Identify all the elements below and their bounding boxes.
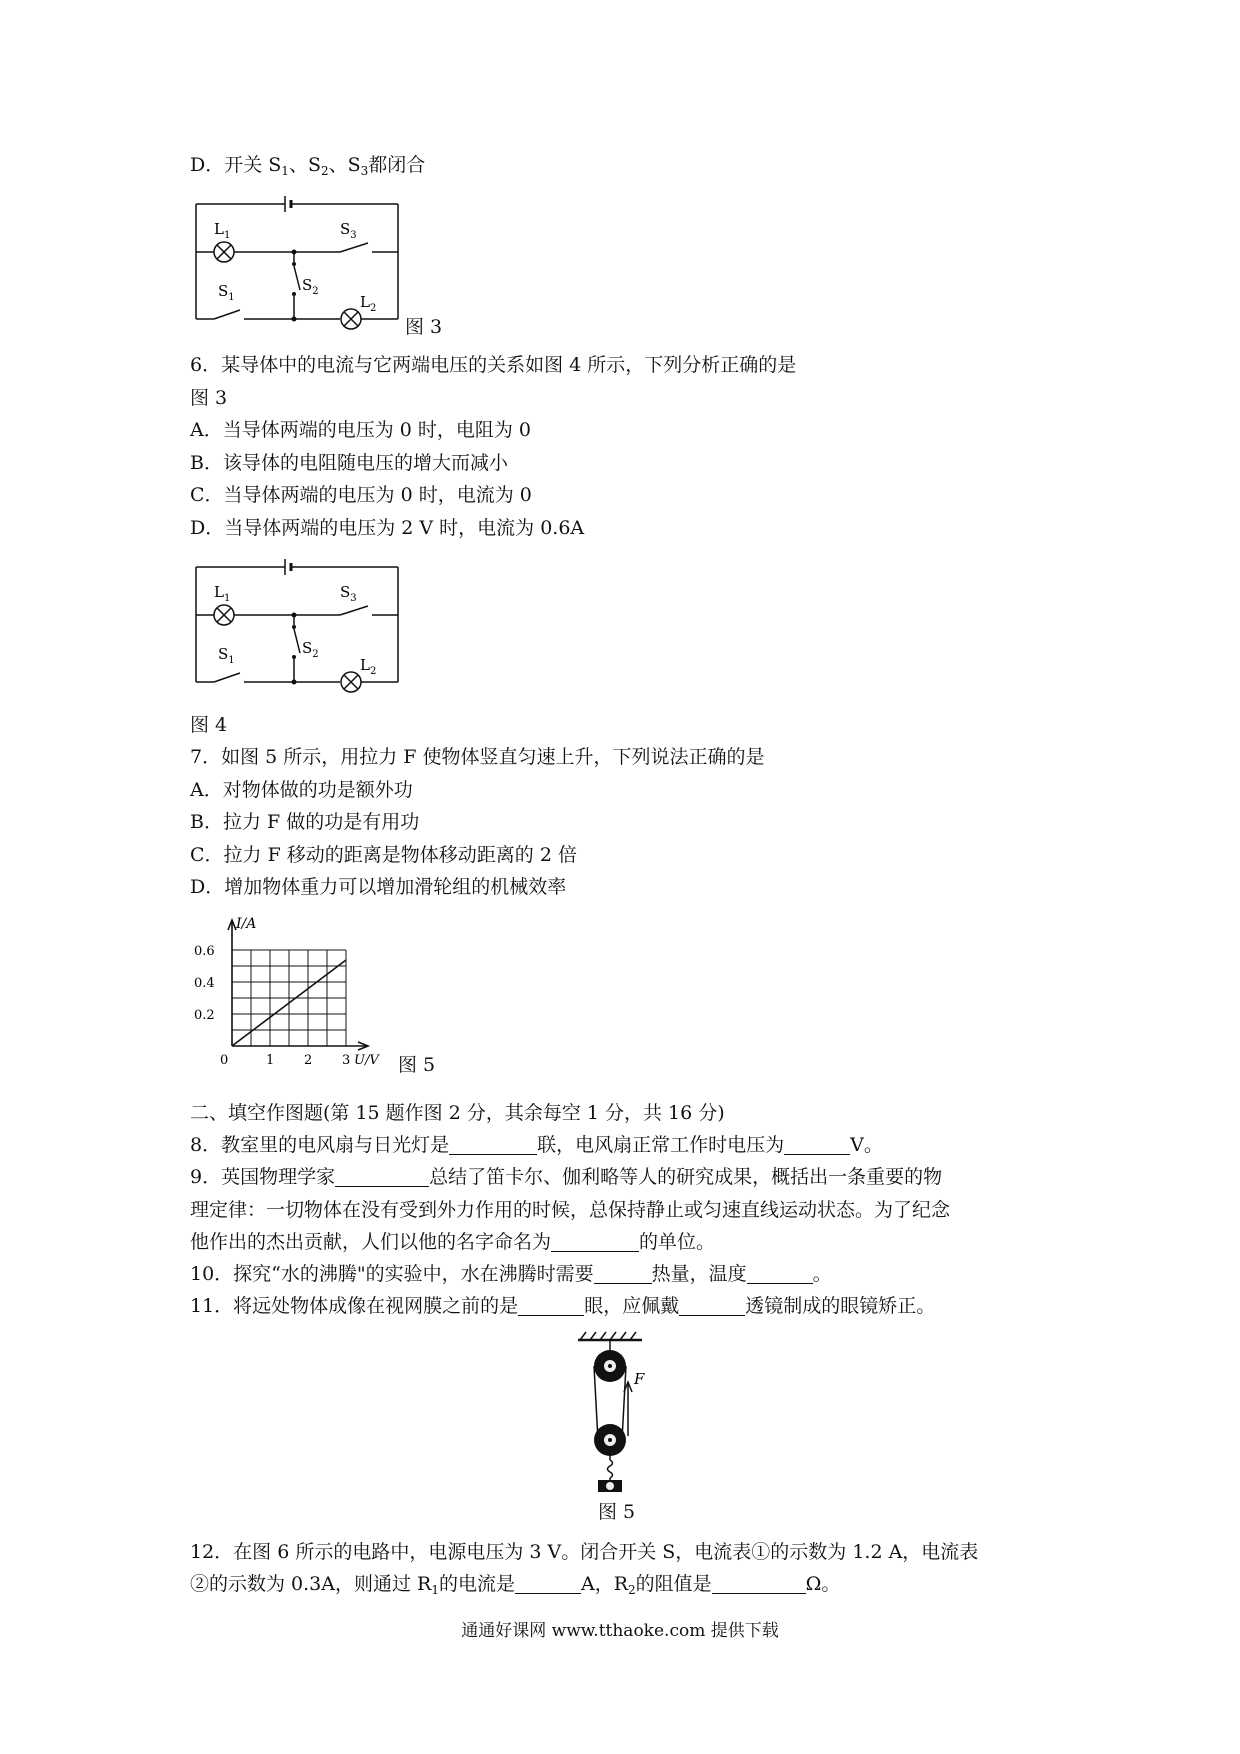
q7-stem: 7．如图 5 所示，用拉力 F 使物体竖直匀速上升，下列说法正确的是 — [190, 746, 765, 768]
answer-blank[interactable] — [515, 1573, 581, 1594]
circuit-diagram-fig4 — [190, 555, 405, 700]
svg-text:L2: $L_2$ — [360, 656, 377, 677]
q6-option-a: A．当导体两端的电压为 0 时，电阻为 0 — [190, 419, 532, 441]
circuit-diagram-fig3 — [190, 192, 405, 337]
svg-text:S1: $S_1$ — [218, 645, 235, 666]
q10: 10．探究“水的沸腾"的实验中，水在沸腾时需要 热量，温度 。 — [190, 1263, 832, 1285]
svg-text:S1: $S_1$ — [218, 282, 235, 303]
q6-option-d: D．当导体两端的电压为 2 V 时，电流为 0.6A — [190, 517, 585, 539]
q8: 8．教室里的电风扇与日光灯是 联，电风扇正常工作时电压为 V。 — [190, 1134, 883, 1156]
section2-heading: 二、填空作图题(第 15 题作图 2 分，其余每空 1 分，共 16 分) — [190, 1102, 725, 1124]
answer-blank[interactable] — [551, 1231, 639, 1252]
svg-text:1: 1 — [266, 1053, 275, 1068]
q7-option-a: A．对物体做的功是额外功 — [190, 779, 413, 801]
svg-text:2: 2 — [304, 1053, 313, 1068]
graph-caption: 图 5 — [398, 1054, 436, 1076]
fig4-caption: 图 4 — [190, 714, 228, 736]
answer-blank[interactable] — [679, 1295, 745, 1316]
q6-option-c: C．当导体两端的电压为 0 时，电流为 0 — [190, 484, 532, 506]
answer-blank[interactable] — [712, 1573, 806, 1594]
answer-blank[interactable] — [784, 1134, 850, 1155]
svg-text:I/A: I/A — [236, 916, 257, 932]
answer-blank[interactable] — [518, 1295, 584, 1316]
svg-text:0.4: 0.4 — [194, 976, 215, 991]
fig3-caption: 图 3 — [405, 316, 443, 338]
q6-stray-caption: 图 3 — [190, 387, 228, 409]
svg-text:F: F — [634, 1370, 645, 1388]
answer-blank[interactable] — [747, 1263, 813, 1284]
q7-option-c: C．拉力 F 移动的距离是物体移动距离的 2 倍 — [190, 844, 577, 866]
q5-option-d: D．开关 $S_1$、$S_2$、$S_3$都闭合 — [190, 154, 426, 178]
q7-option-b: B．拉力 F 做的功是有用功 — [190, 811, 420, 833]
svg-text:L1: $L_1$ — [214, 583, 231, 604]
q6-option-b: B．该导体的电阻随电压的增大而减小 — [190, 452, 508, 474]
q9-line1: 9．英国物理学家 总结了笛卡尔、伽利略等人的研究成果，概括出一条重要的物 — [190, 1166, 943, 1188]
svg-text:0.6: 0.6 — [194, 944, 215, 959]
svg-text:3: 3 — [342, 1053, 351, 1068]
q9-line3: 他作出的杰出贡献，人们以他的名字命名为 的单位。 — [190, 1231, 716, 1253]
svg-text:0.2: 0.2 — [194, 1008, 215, 1023]
answer-blank[interactable] — [594, 1263, 652, 1284]
svg-text:S2: $S_2$ — [302, 639, 319, 660]
q12-line2: ②的示数为 0.3A，则通过 $R_1$的电流是 A，$R_2$的阻值是 Ω。 — [190, 1573, 841, 1597]
svg-text:S3: $S_3$ — [340, 220, 357, 241]
answer-blank[interactable] — [335, 1166, 429, 1187]
pulley-diagram — [570, 1328, 670, 1498]
svg-text:L2: $L_2$ — [360, 293, 377, 314]
answer-blank[interactable] — [449, 1134, 537, 1155]
svg-text:0: 0 — [220, 1053, 229, 1068]
svg-text:L1: $L_1$ — [214, 220, 231, 241]
q7-option-d: D．增加物体重力可以增加滑轮组的机械效率 — [190, 876, 567, 898]
q9-line2: 理定律：一切物体在没有受到外力作用的时候，总保持静止或匀速直线运动状态。为了纪念 — [190, 1199, 951, 1221]
q12-line1: 12．在图 6 所示的电路中，电源电压为 3 V。闭合开关 S，电流表①的示数为 1.2 A，电流表 — [190, 1541, 979, 1563]
svg-text:S2: $S_2$ — [302, 276, 319, 297]
iu-graph — [190, 910, 400, 1080]
svg-text:U/V: U/V — [354, 1053, 379, 1068]
footer-credit: 通通好课网 www.tthaoke.com 提供下载 — [461, 1621, 779, 1641]
q11: 11．将远处物体成像在视网膜之前的是 眼，应佩戴 透镜制成的眼镜矫正。 — [190, 1295, 936, 1317]
pulley-caption: 图 5 — [598, 1501, 636, 1523]
q6-stem: 6．某导体中的电流与它两端电压的关系如图 4 所示，下列分析正确的是 — [190, 354, 797, 376]
svg-text:S3: $S_3$ — [340, 583, 357, 604]
